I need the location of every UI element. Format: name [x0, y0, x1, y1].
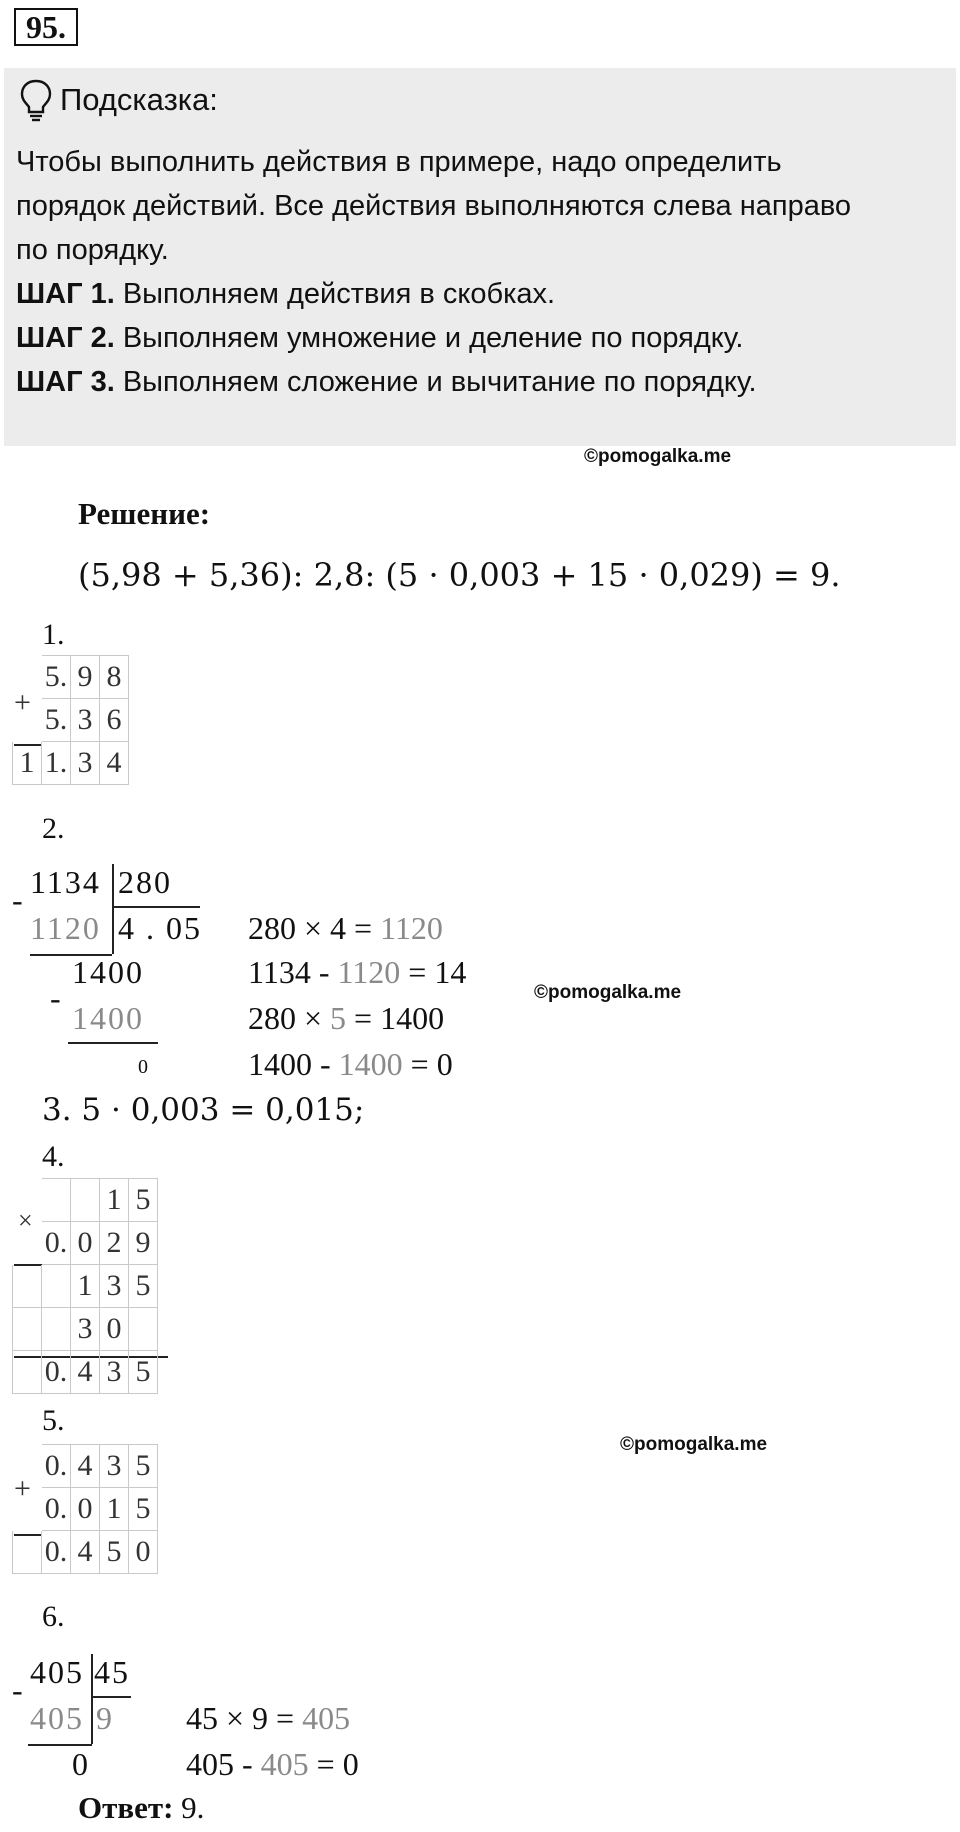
grid-cell: 5: [129, 1445, 158, 1488]
grid-cell: 1: [13, 742, 42, 785]
grid-row: [13, 656, 129, 699]
step-text: Выполняем сложение и вычитание по порядку.: [114, 366, 757, 398]
grid-cell: 0: [129, 1531, 158, 1574]
grid-row: [13, 1351, 158, 1394]
grid-cell: 2: [100, 1222, 129, 1265]
hint-line: Чтобы выполнить действия в примере, надо определить: [16, 146, 782, 178]
hint-box: [4, 68, 956, 446]
note-line: [186, 1700, 350, 1737]
grid-cell: 0.: [42, 1222, 71, 1265]
note-gray: 405: [302, 1700, 351, 1736]
note-gray: 1400: [338, 1046, 403, 1082]
grid-row: [13, 1445, 158, 1488]
grid-row: [13, 1179, 158, 1222]
grid-cell: 0.: [42, 1531, 71, 1574]
hint-step: [16, 316, 946, 360]
step-text: Выполняем действия в скобках.: [114, 278, 556, 310]
grid-cell: [42, 1308, 71, 1351]
note-gray: 1120: [380, 910, 443, 946]
dividend: 405: [30, 1654, 84, 1690]
answer: [78, 1790, 204, 1826]
minus-sign: -: [50, 980, 61, 1016]
solution-expression: (5,98 + 5,36): 2,8: (5 · 0,003 + 15 · 0,029) = 9.: [78, 556, 841, 594]
watermark: ©pomogalka.me: [534, 982, 682, 1003]
grid-cell: 1: [71, 1265, 100, 1308]
step-6-label: 6.: [42, 1600, 65, 1633]
grid-cell: 0: [71, 1222, 100, 1265]
step-3-expression: 3. 5 · 0,003 = 0,015;: [42, 1092, 365, 1128]
grid-cell: 5: [129, 1265, 158, 1308]
step-label: ШАГ 2.: [16, 322, 115, 354]
grid-cell: 5.: [42, 699, 71, 742]
grid-row: [13, 699, 129, 742]
grid-cell: 9: [129, 1222, 158, 1265]
step-label: ШАГ 3.: [16, 366, 115, 398]
hint-step: [16, 272, 946, 316]
grid-cell: [13, 1222, 42, 1265]
note-line: [186, 1746, 359, 1783]
grid-cell: 4: [100, 742, 129, 785]
addition-grid: [12, 655, 129, 785]
grid-cell: [13, 656, 42, 699]
grid-cell: 1: [100, 1179, 129, 1222]
quotient: 4 . 05: [118, 910, 202, 946]
note-line: [248, 1046, 453, 1083]
plus-operator: +: [14, 686, 31, 719]
grid-cell: [13, 1179, 42, 1222]
grid-cell: 5: [129, 1488, 158, 1531]
grid-cell: 0: [100, 1308, 129, 1351]
minus-sign: -: [12, 1672, 23, 1708]
grid-cell: 3: [71, 699, 100, 742]
grid-cell: 3: [71, 1308, 100, 1351]
lightbulb-icon: [18, 78, 54, 122]
grid-cell: 0.: [42, 1445, 71, 1488]
quotient-line: [91, 1696, 131, 1698]
grid-cell: 3: [100, 1265, 129, 1308]
grid-cell: 5: [100, 1531, 129, 1574]
grid-row: [13, 1222, 158, 1265]
grid-cell: [13, 699, 42, 742]
grid-cell: 3: [71, 742, 100, 785]
grid-cell: [129, 1308, 158, 1351]
note-line: [248, 910, 443, 947]
grid-cell: 4: [71, 1531, 100, 1574]
grid-row: [13, 1531, 158, 1574]
remainder: 0: [72, 1746, 88, 1782]
note-text: = 14: [400, 954, 467, 990]
division-bar: [91, 1654, 93, 1744]
step-1-label: 1.: [42, 618, 65, 651]
note-text: = 1400: [346, 1000, 445, 1036]
answer-label: Ответ:: [78, 1790, 174, 1825]
grid-cell: 4: [71, 1445, 100, 1488]
grid-row: [13, 1488, 158, 1531]
difference-line: [68, 1042, 158, 1044]
note-text: 1400 -: [248, 1046, 339, 1082]
task-number: 95.: [14, 8, 78, 46]
watermark: ©pomogalka.me: [584, 446, 732, 467]
note-text: 1134 -: [248, 954, 338, 990]
grid-cell: [13, 1265, 42, 1308]
grid-cell: 6: [100, 699, 129, 742]
grid-cell: 4: [71, 1351, 100, 1394]
step-5-label: 5.: [42, 1404, 65, 1437]
division-bar: [112, 864, 114, 954]
grid-cell: [13, 1351, 42, 1394]
grid-cell: [13, 1308, 42, 1351]
grid-cell: 5: [129, 1179, 158, 1222]
subtrahend: 1120: [30, 910, 101, 946]
subtrahend: 405: [30, 1700, 84, 1736]
step-label: ШАГ 1.: [16, 278, 115, 310]
note-line: [248, 954, 466, 991]
step-4-label: 4.: [42, 1140, 65, 1173]
note-text: 45 × 9 =: [186, 1700, 303, 1736]
remainder: 0: [138, 1056, 148, 1078]
grid-cell: 5: [129, 1351, 158, 1394]
grid-cell: [13, 1445, 42, 1488]
grid-cell: 9: [71, 656, 100, 699]
note-text: 280 × 4 =: [248, 910, 381, 946]
grid-cell: 5.: [42, 656, 71, 699]
dividend: 1134: [30, 864, 101, 900]
note-gray: 1120: [337, 954, 401, 990]
quotient: 9: [96, 1700, 112, 1736]
grid-cell: 0.: [42, 1488, 71, 1531]
step-text: Выполняем умножение и деление по порядку.: [114, 322, 744, 354]
grid-row: [13, 742, 129, 785]
grid-row: [13, 1265, 158, 1308]
remainder: 1400: [72, 954, 144, 990]
multiplication-grid: [12, 1178, 158, 1394]
divisor: 45: [94, 1654, 130, 1690]
times-operator: ×: [18, 1206, 33, 1235]
watermark: ©pomogalka.me: [620, 1434, 768, 1455]
subtrahend: 1400: [72, 1000, 144, 1036]
hint-title: Подсказка:: [60, 82, 218, 117]
hint-line: по порядку.: [16, 234, 169, 266]
note-text: 405 -: [186, 1746, 261, 1782]
note-gray: 5: [330, 1000, 347, 1036]
grid-cell: [13, 1488, 42, 1531]
hint-line: порядок действий. Все действия выполняются слева направо: [16, 190, 852, 222]
grid-cell: 8: [100, 656, 129, 699]
grid-cell: [42, 1179, 71, 1222]
quotient-line: [112, 906, 200, 908]
grid-cell: 1: [100, 1488, 129, 1531]
minus-sign: -: [12, 882, 23, 918]
note-text: = 0: [308, 1746, 359, 1782]
grid-cell: 3: [100, 1351, 129, 1394]
solution-heading: Решение:: [78, 496, 211, 531]
grid-cell: [71, 1179, 100, 1222]
grid-cell: [13, 1531, 42, 1574]
note-text: = 0: [402, 1046, 453, 1082]
answer-value: 9.: [173, 1790, 205, 1825]
grid-cell: [42, 1265, 71, 1308]
grid-row: [13, 1308, 158, 1351]
plus-operator: +: [14, 1472, 31, 1505]
grid-cell: 0: [71, 1488, 100, 1531]
note-text: 280 ×: [248, 1000, 331, 1036]
addition-grid: [12, 1444, 158, 1574]
divisor: 280: [118, 864, 172, 900]
hint-step: [16, 360, 946, 404]
grid-cell: 0.: [42, 1351, 71, 1394]
grid-cell: 1.: [42, 742, 71, 785]
grid-cell: 3: [100, 1445, 129, 1488]
hint-text: [16, 140, 946, 404]
note-line: [248, 1000, 444, 1037]
note-gray: 405: [260, 1746, 309, 1782]
step-2-label: 2.: [42, 812, 65, 845]
